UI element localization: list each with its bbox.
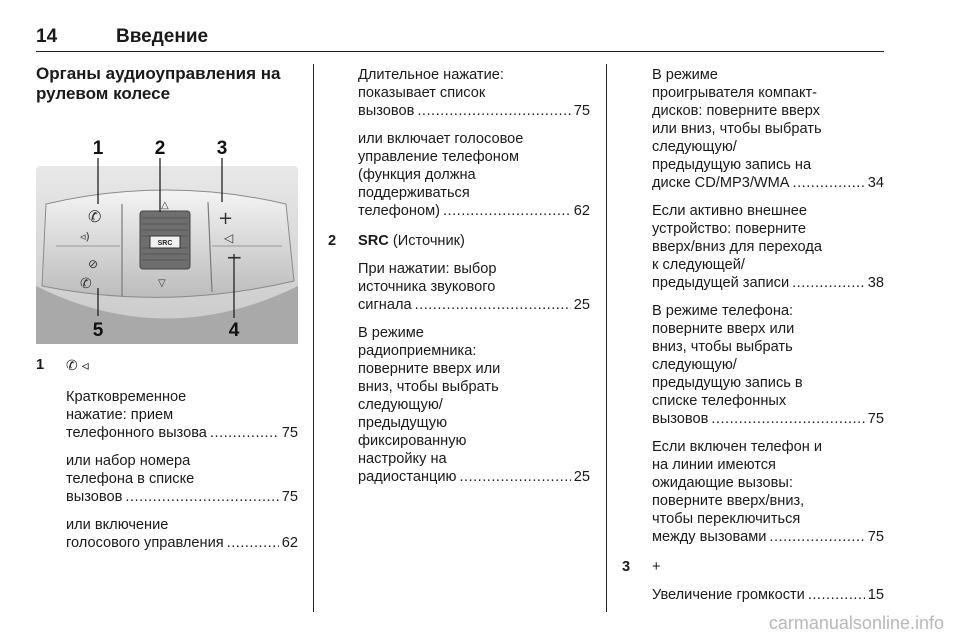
volume-down-icon: − (226, 245, 243, 269)
callout-1: 1 (92, 138, 104, 159)
item-number: 1 (36, 357, 45, 373)
item-1 (36, 356, 298, 374)
phone-icon: ✆ (88, 207, 102, 226)
page-number: 14 (36, 26, 58, 47)
chapter-title: Введение (116, 26, 209, 47)
callout-5: 5 (92, 320, 104, 341)
page-header (36, 26, 884, 52)
item-3-description: Увеличение громкости ..... 15 (652, 586, 884, 604)
watermark: carmanualsonline.info (768, 613, 944, 633)
plus-icon: + (652, 559, 661, 575)
page-ref: 15 (867, 587, 884, 603)
item-1-description-cont: Длительное нажатие: показывает список вызовов ..... 75 или включает голосовое управление телефоном (функция должна поддерживаться телефоном) ..... 62 (358, 66, 590, 220)
callout-4: 4 (228, 320, 240, 341)
src-key-label: SRC (358, 233, 389, 249)
callout-2: 2 (154, 138, 166, 159)
item-2: 2 SRC (Источник) (328, 233, 465, 249)
page-ref: 62 (573, 203, 590, 219)
hangup-icon: ✆ (80, 276, 92, 292)
page-ref: 75 (867, 529, 884, 545)
column-3 (622, 66, 884, 604)
src-label: SRC (157, 240, 173, 247)
item-number: 2 (328, 233, 337, 249)
voice-icon: ◃) (80, 230, 90, 243)
page-ref: 75 (867, 411, 884, 427)
item-3 (622, 558, 884, 576)
column-1 (36, 64, 298, 552)
page-ref: 38 (867, 275, 884, 291)
item-2-description-cont: В режиме проигрывателя компакт- дисков: поверните вверх или вниз, чтобы выбрать следующую/ предыдущую запись на диске CD/MP3/WMA ..... 34 Если активно внешнее устройство: поверните вверх/вниз для перехода к следующей/ предыдущей записи ..... 38 В режиме телефона: поверните вверх или вниз, чтобы выбрать следующую/ предыдущую запись в списке телефонных вызовов ..... 75 Если включен телефон и на линии имеются ожидающие вызовы: поверните вверх/вниз, чтобы переключиться между вызовами ..... 75 (652, 66, 884, 546)
item-2-description: При нажатии: выбор источника звукового сигнала ..... 25 В режиме радиоприемника: поверните вверх или вниз, чтобы выбрать следующую/ предыдущую фиксированную настройку на радиостанцию ..... 25 (358, 260, 590, 486)
volume-up-icon: + (218, 208, 234, 229)
phone-voice-icon: ✆ ◃ (66, 357, 89, 373)
page-ref: 34 (867, 175, 884, 191)
callout-3: 3 (216, 138, 228, 159)
column-divider (313, 64, 314, 612)
item-number: 3 (622, 559, 631, 575)
section-title: Органы аудиоуправления на рулевом колесе (36, 64, 281, 103)
page-ref: 62 (281, 535, 298, 551)
svg-text:▽: ▽ (158, 278, 166, 289)
mute-icon: ⊘ (88, 257, 99, 271)
page-ref: 75 (573, 103, 590, 119)
column-divider (606, 64, 607, 612)
item-1-description: Кратковременное нажатие: прием телефонного вызова ..... 75 или набор номера телефона в списке вызовов ..... 75 или включение голосового управления ..... 62 (66, 388, 298, 552)
steering-wheel-controls-figure (36, 136, 298, 344)
page-ref: 75 (281, 425, 298, 441)
speaker-icon: ◁ (224, 231, 234, 245)
column-2 (328, 66, 590, 486)
svg-text:△: △ (161, 200, 169, 211)
page-ref: 25 (573, 297, 590, 313)
page-ref: 75 (281, 489, 298, 505)
page-ref: 25 (573, 469, 590, 485)
